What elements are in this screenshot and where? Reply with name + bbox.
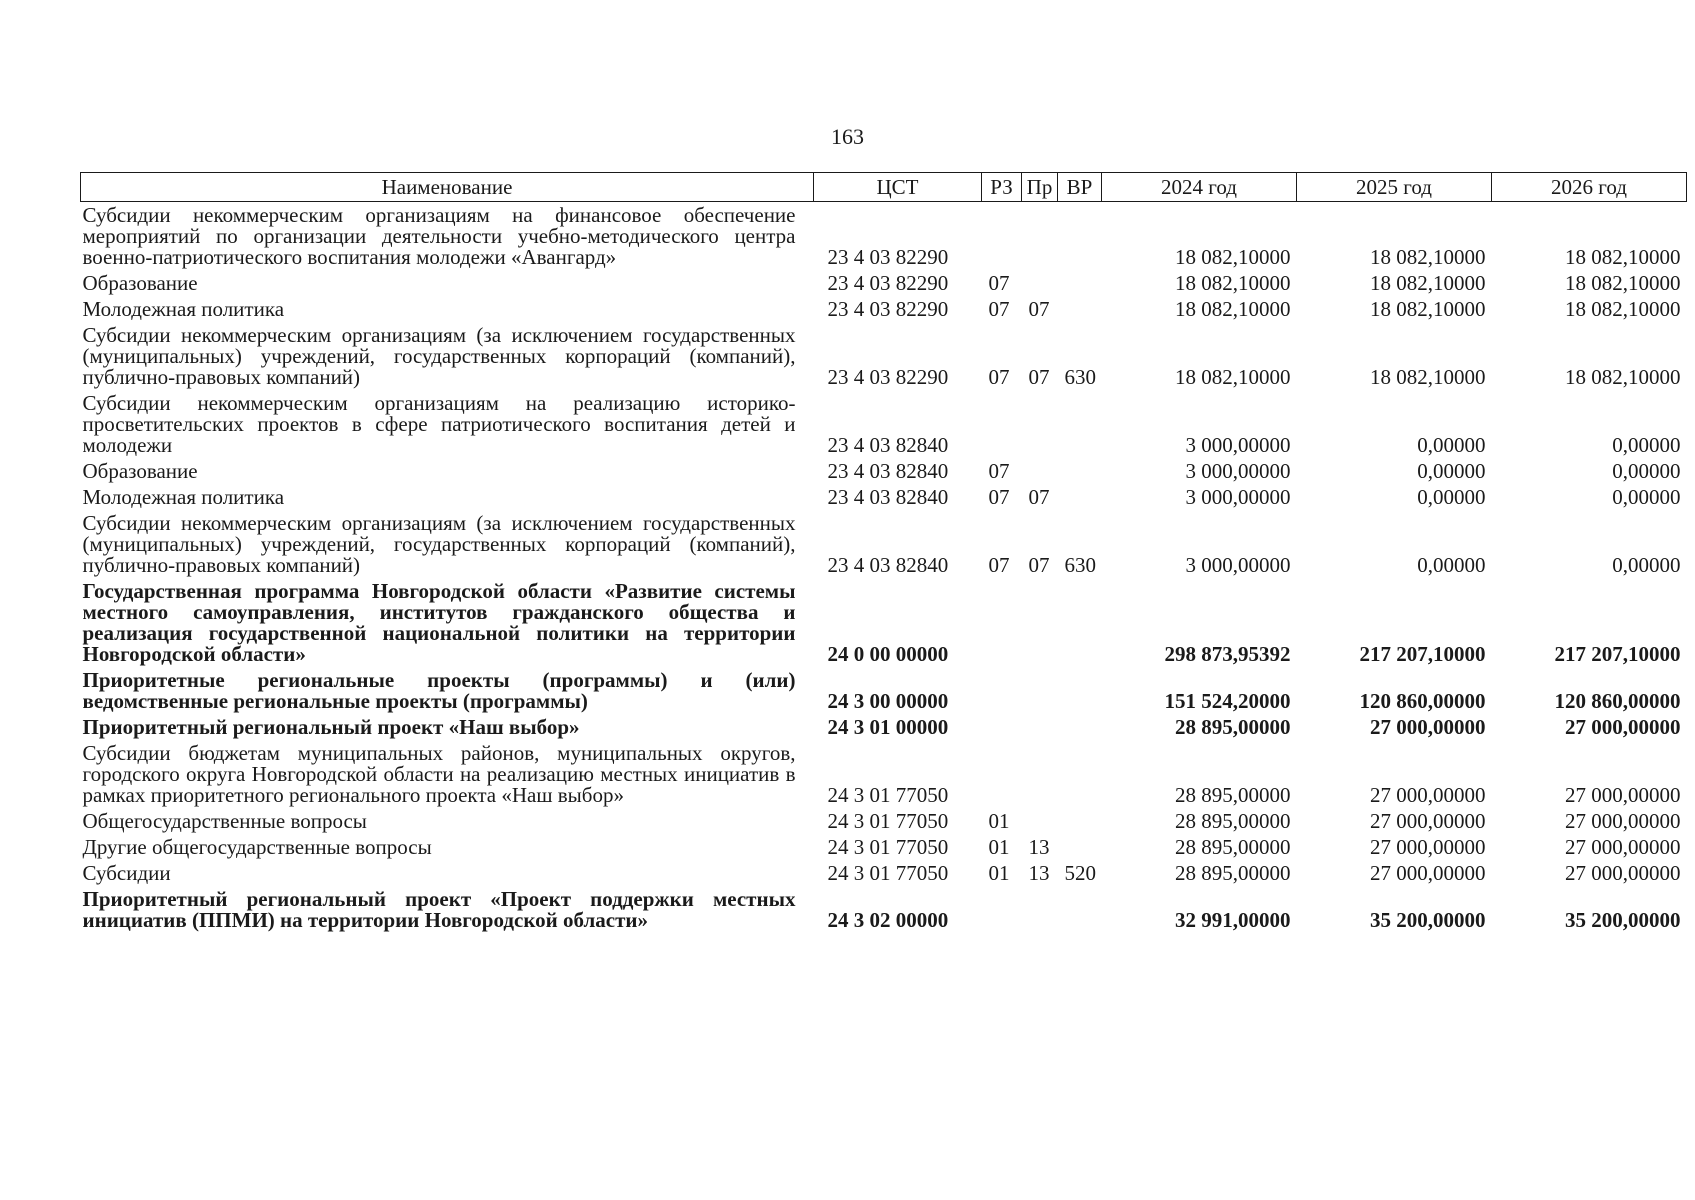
row-cst: 24 3 01 77050 (827, 835, 949, 859)
table-row (81, 322, 1687, 390)
row-rz (982, 714, 1022, 740)
row-amount-2025: 18 082,10000 (1370, 271, 1486, 295)
row-cst: 23 4 03 82290 (827, 297, 949, 321)
row-cst: 23 4 03 82840 (827, 459, 949, 483)
row-name: Общегосударственные вопросы (82, 809, 367, 833)
row-pr (1022, 458, 1058, 484)
row-pr (1022, 390, 1058, 458)
table-row (81, 860, 1687, 886)
row-name: Приоритетные региональные проекты (программы) и (или) ведомственные региональные проекты (программы) (82, 668, 796, 713)
row-amount-2025: 18 082,10000 (1370, 297, 1486, 321)
row-amount-2026: 27 000,00000 (1565, 835, 1681, 859)
row-pr (1022, 667, 1058, 714)
row-pr: 13 (1028, 835, 1050, 859)
row-amount-2025: 35 200,00000 (1370, 908, 1486, 932)
row-pr (1022, 740, 1058, 808)
row-pr (1022, 808, 1058, 834)
row-name: Молодежная политика (82, 297, 285, 321)
row-amount-2024: 3 000,00000 (1185, 459, 1291, 483)
row-vr (1058, 834, 1102, 860)
row-vr (1058, 390, 1102, 458)
row-name: Субсидии некоммерческим организациям (за исключением государственных (муниципальных) учреждений, государственных корпораций (компаний), публично-правовых компаний) (82, 511, 796, 577)
row-rz: 07 (988, 553, 1010, 577)
table-row (81, 714, 1687, 740)
row-rz (982, 886, 1022, 933)
table-row (81, 667, 1687, 714)
table-row (81, 808, 1687, 834)
row-rz (982, 390, 1022, 458)
row-name: Государственная программа Новгородской области «Развитие системы местного самоуправления, институтов гражданского общества и реализация государственной национальной политики на территории Новгородской области» (82, 579, 796, 666)
row-vr (1058, 740, 1102, 808)
table-row (81, 458, 1687, 484)
table-row (81, 834, 1687, 860)
row-amount-2025: 18 082,10000 (1370, 365, 1486, 389)
table-row (81, 578, 1687, 667)
row-pr (1022, 886, 1058, 933)
row-amount-2024: 28 895,00000 (1175, 835, 1291, 859)
row-vr: 520 (1064, 861, 1096, 885)
row-pr: 13 (1028, 861, 1050, 885)
row-rz (982, 202, 1022, 271)
row-amount-2025: 18 082,10000 (1370, 245, 1486, 269)
row-vr (1058, 270, 1102, 296)
table-row (81, 484, 1687, 510)
row-vr (1058, 886, 1102, 933)
header-rz: РЗ (982, 173, 1022, 202)
table-row (81, 886, 1687, 933)
row-name: Молодежная политика (82, 485, 285, 509)
row-rz: 07 (988, 365, 1010, 389)
row-amount-2024: 3 000,00000 (1185, 553, 1291, 577)
row-amount-2026: 27 000,00000 (1565, 715, 1681, 739)
row-name: Субсидии некоммерческим организациям на финансовое обеспечение мероприятий по организации деятельности учебно-методического центра военно-патриотического воспитания молодежи «Авангард» (82, 203, 796, 269)
row-rz (982, 578, 1022, 667)
row-amount-2026: 27 000,00000 (1565, 809, 1681, 833)
row-vr: 630 (1064, 365, 1096, 389)
row-cst: 24 3 01 77050 (827, 783, 949, 807)
row-pr (1022, 714, 1058, 740)
row-name: Приоритетный региональный проект «Наш выбор» (82, 715, 580, 739)
row-amount-2026: 27 000,00000 (1565, 861, 1681, 885)
row-pr: 07 (1028, 365, 1050, 389)
row-amount-2024: 28 895,00000 (1175, 809, 1291, 833)
row-rz: 01 (988, 861, 1010, 885)
header-2025: 2025 год (1297, 173, 1492, 202)
row-name: Приоритетный региональный проект «Проект поддержки местных инициатив (ППМИ) на территории Новгородской области» (82, 887, 796, 932)
row-amount-2026: 217 207,10000 (1554, 642, 1681, 666)
row-amount-2024: 3 000,00000 (1185, 485, 1291, 509)
row-amount-2026: 18 082,10000 (1565, 271, 1681, 295)
row-pr (1022, 202, 1058, 271)
row-amount-2026: 0,00000 (1612, 553, 1681, 577)
row-vr (1058, 458, 1102, 484)
row-amount-2025: 0,00000 (1417, 485, 1486, 509)
row-name: Образование (82, 271, 198, 295)
row-amount-2025: 27 000,00000 (1370, 783, 1486, 807)
row-pr: 07 (1028, 553, 1050, 577)
row-pr (1022, 578, 1058, 667)
header-cst: ЦСТ (814, 173, 982, 202)
row-vr: 630 (1064, 553, 1096, 577)
row-amount-2024: 18 082,10000 (1175, 245, 1291, 269)
row-amount-2026: 0,00000 (1612, 485, 1681, 509)
row-rz: 07 (988, 271, 1010, 295)
row-amount-2024: 151 524,20000 (1164, 689, 1291, 713)
row-vr (1058, 808, 1102, 834)
row-rz: 01 (988, 835, 1010, 859)
row-amount-2026: 35 200,00000 (1565, 908, 1681, 932)
table-row (81, 296, 1687, 322)
row-amount-2026: 120 860,00000 (1554, 689, 1681, 713)
row-amount-2025: 0,00000 (1417, 459, 1486, 483)
page-number: 163 (831, 124, 864, 149)
table-row (81, 270, 1687, 296)
header-name: Наименование (81, 173, 814, 202)
row-vr (1058, 484, 1102, 510)
table-row (81, 390, 1687, 458)
header-2024: 2024 год (1102, 173, 1297, 202)
row-amount-2026: 18 082,10000 (1565, 245, 1681, 269)
row-rz: 07 (988, 485, 1010, 509)
table-body (81, 202, 1687, 934)
row-amount-2025: 27 000,00000 (1370, 835, 1486, 859)
header-pr: Пр (1022, 173, 1058, 202)
row-amount-2024: 298 873,95392 (1164, 642, 1291, 666)
row-rz: 07 (988, 297, 1010, 321)
row-amount-2024: 32 991,00000 (1175, 908, 1291, 932)
row-amount-2025: 217 207,10000 (1359, 642, 1486, 666)
row-cst: 23 4 03 82840 (827, 433, 949, 457)
row-cst: 23 4 03 82290 (827, 271, 949, 295)
row-rz (982, 740, 1022, 808)
row-vr (1058, 667, 1102, 714)
row-pr: 07 (1028, 297, 1050, 321)
row-name: Образование (82, 459, 198, 483)
row-name: Субсидии бюджетам муниципальных районов, муниципальных округов, городского округа Новгородской области на реализацию местных инициатив в рамках приоритетного регионального проекта «Наш выбор» (82, 741, 796, 807)
row-cst: 24 0 00 00000 (827, 642, 949, 666)
row-cst: 24 3 01 77050 (827, 809, 949, 833)
row-vr (1058, 296, 1102, 322)
row-amount-2025: 0,00000 (1417, 433, 1486, 457)
row-cst: 23 4 03 82290 (827, 245, 949, 269)
row-amount-2024: 18 082,10000 (1175, 271, 1291, 295)
header-2026: 2026 год (1492, 173, 1687, 202)
row-name: Субсидии (82, 861, 171, 885)
row-cst: 23 4 03 82840 (827, 553, 949, 577)
row-cst: 24 3 00 00000 (827, 689, 949, 713)
row-cst: 24 3 01 77050 (827, 861, 949, 885)
row-amount-2026: 18 082,10000 (1565, 297, 1681, 321)
row-amount-2024: 28 895,00000 (1175, 715, 1291, 739)
row-amount-2024: 3 000,00000 (1185, 433, 1291, 457)
row-amount-2026: 0,00000 (1612, 433, 1681, 457)
row-amount-2024: 18 082,10000 (1175, 365, 1291, 389)
row-pr (1022, 270, 1058, 296)
row-vr (1058, 578, 1102, 667)
row-amount-2025: 0,00000 (1417, 553, 1486, 577)
row-name: Субсидии некоммерческим организациям (за исключением государственных (муниципальных) учреждений, государственных корпораций (компаний), публично-правовых компаний) (82, 323, 796, 389)
row-amount-2025: 27 000,00000 (1370, 861, 1486, 885)
row-pr: 07 (1028, 485, 1050, 509)
row-name: Субсидии некоммерческим организациям на реализацию историко-просветительских проектов в сфере патриотического воспитания детей и молодежи (82, 391, 796, 457)
row-amount-2024: 28 895,00000 (1175, 783, 1291, 807)
row-amount-2025: 120 860,00000 (1359, 689, 1486, 713)
row-amount-2026: 18 082,10000 (1565, 365, 1681, 389)
row-amount-2025: 27 000,00000 (1370, 809, 1486, 833)
row-vr (1058, 202, 1102, 271)
row-cst: 23 4 03 82840 (827, 485, 949, 509)
table-row (81, 510, 1687, 578)
header-vr: ВР (1058, 173, 1102, 202)
row-amount-2026: 27 000,00000 (1565, 783, 1681, 807)
row-cst: 24 3 02 00000 (827, 908, 949, 932)
row-amount-2025: 27 000,00000 (1370, 715, 1486, 739)
table-header-row (81, 173, 1687, 202)
row-vr (1058, 714, 1102, 740)
row-amount-2024: 18 082,10000 (1175, 297, 1291, 321)
row-amount-2024: 28 895,00000 (1175, 861, 1291, 885)
row-name: Другие общегосударственные вопросы (82, 835, 432, 859)
table-row (81, 202, 1687, 271)
row-cst: 24 3 01 00000 (827, 715, 949, 739)
budget-table (80, 172, 1687, 933)
row-rz: 01 (988, 809, 1010, 833)
row-rz (982, 667, 1022, 714)
row-amount-2026: 0,00000 (1612, 459, 1681, 483)
row-cst: 23 4 03 82290 (827, 365, 949, 389)
table-row (81, 740, 1687, 808)
row-rz: 07 (988, 459, 1010, 483)
